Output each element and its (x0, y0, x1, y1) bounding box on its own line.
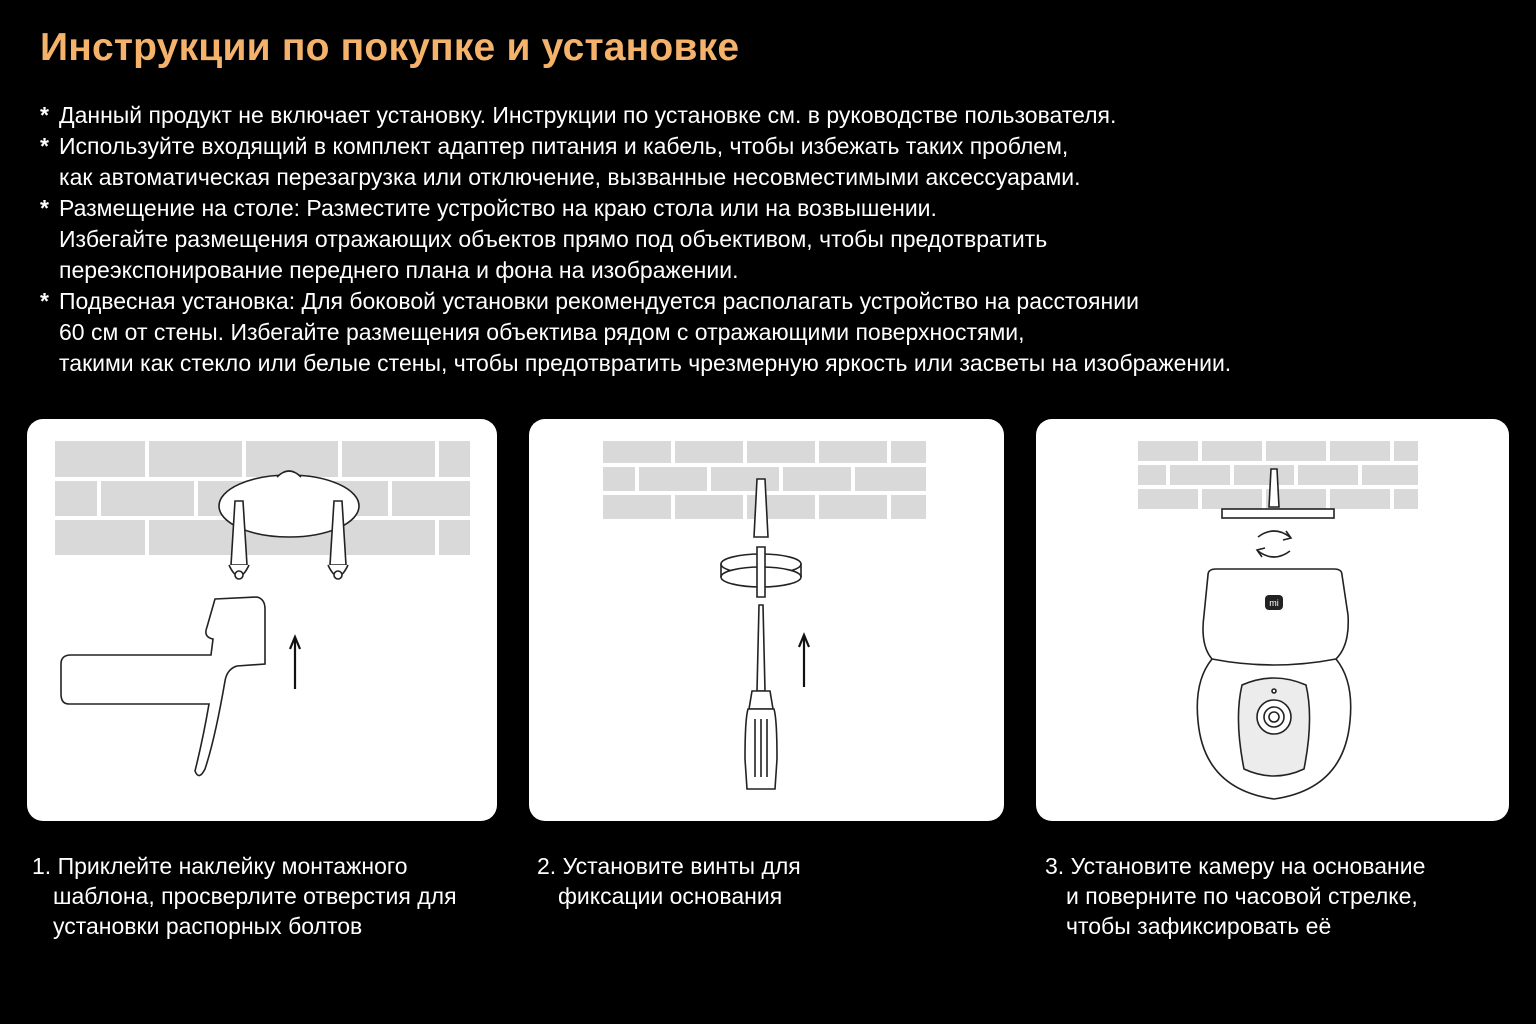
bullet-mark: * (40, 102, 49, 128)
note-line: 60 см от стены. Избегайте размещения объектива рядом с отражающими поверхностями, (59, 319, 1025, 345)
caption-line: и поверните по часовой стрелке, (1066, 883, 1418, 909)
bullet-mark: * (40, 195, 49, 221)
caption-line: фиксации основания (558, 883, 783, 909)
note-item (40, 131, 1231, 193)
note-item (40, 193, 1231, 286)
step-1-caption (32, 851, 457, 941)
caption-line: установки распорных болтов (53, 913, 363, 939)
camera-mount-illustration (1036, 419, 1509, 821)
step-3-illustration (1036, 419, 1509, 821)
caption-line: 1. Приклейте наклейку монтажного (32, 853, 408, 879)
page-title: Инструкции по покупке и установке (40, 26, 740, 69)
step-2-caption (537, 851, 801, 911)
caption-line: 2. Установите винты для (537, 853, 801, 879)
caption-line: чтобы зафиксировать её (1066, 913, 1332, 939)
notes-list (40, 100, 1231, 379)
note-line: переэкспонирование переднего плана и фона на изображении. (59, 257, 739, 283)
hammer-drill-illustration (27, 419, 497, 821)
camera-logo-text: mi (1269, 598, 1279, 608)
note-line: Размещение на столе: Разместите устройство на краю стола или на возвышении. (59, 195, 937, 221)
caption-line: шаблона, просверлите отверстия для (53, 883, 457, 909)
step-3-caption (1045, 851, 1425, 941)
note-line: такими как стекло или белые стены, чтобы предотвратить чрезмерную яркость или засветы на изображении. (59, 350, 1232, 376)
note-line: Избегайте размещения отражающих объектов прямо под объективом, чтобы предотвратить (59, 226, 1048, 252)
note-line: как автоматическая перезагрузка или отключение, вызванные несовместимыми аксессуарами. (59, 164, 1081, 190)
note-line: Данный продукт не включает установку. Инструкции по установке см. в руководстве пользователя. (59, 102, 1117, 128)
note-item (40, 286, 1231, 379)
note-line: Используйте входящий в комплект адаптер питания и кабель, чтобы избежать таких проблем, (59, 133, 1069, 159)
step-2-illustration (529, 419, 1004, 821)
caption-line: 3. Установите камеру на основание (1045, 853, 1426, 879)
bullet-mark: * (40, 288, 49, 314)
screwdriver-illustration (529, 419, 1004, 821)
note-item (40, 100, 1231, 131)
step-1-illustration (27, 419, 497, 821)
note-line: Подвесная установка: Для боковой установки рекомендуется располагать устройство на расстоянии (59, 288, 1139, 314)
bullet-mark: * (40, 133, 49, 159)
